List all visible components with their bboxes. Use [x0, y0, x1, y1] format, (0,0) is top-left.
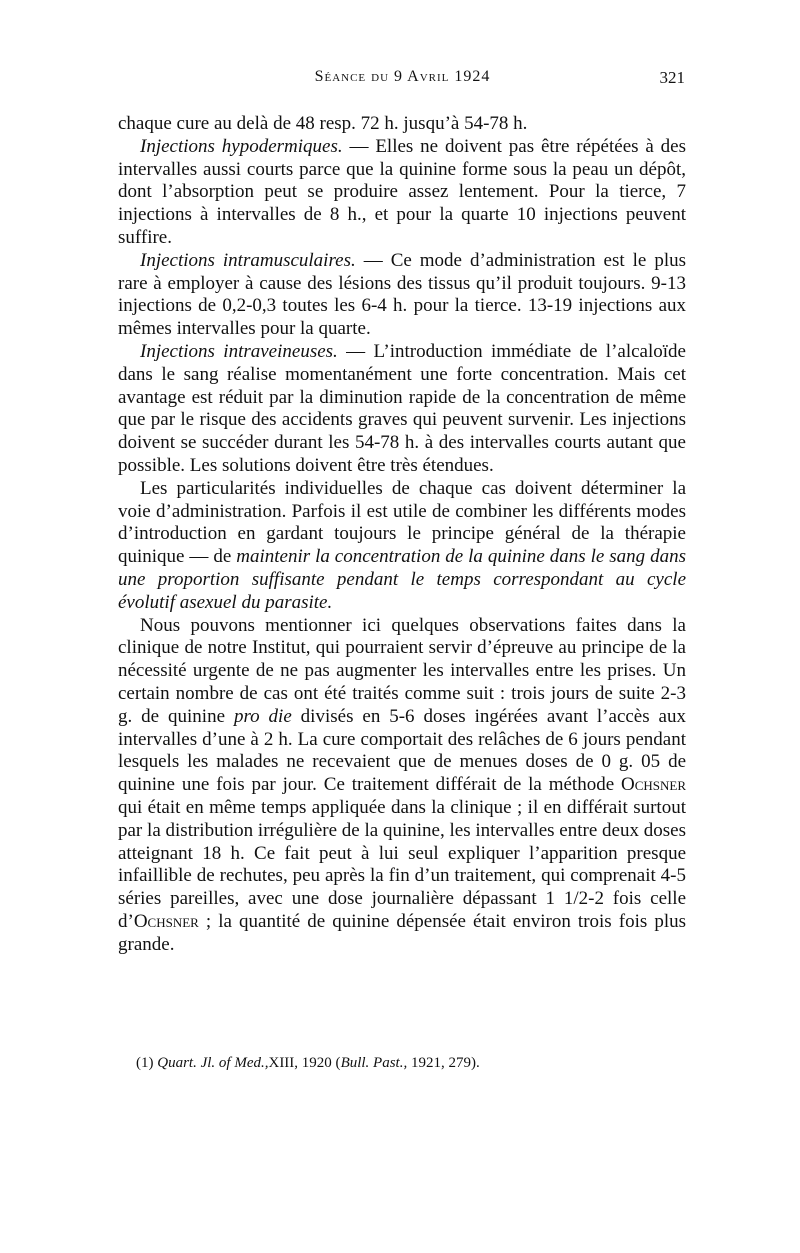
- author-name: Ochsner: [620, 774, 686, 796]
- paragraph-observations: [118, 615, 686, 957]
- paragraph-text: Nous pouvons mentionner ici quelques observations faites dans la clinique de notre Institut, qui pourraient servir d’épreuve au principe de la nécessité urgente de ne pas augmenter les intervalles entre les prises. Un certain nombre de cas ont été traités comme suit : trois jours de suite 2-3 g. de quinine: [118, 614, 686, 727]
- page-header: [120, 68, 685, 96]
- latin-phrase: pro die: [233, 705, 292, 727]
- paragraph-text: chaque cure au delà de 48 resp. 72 h. jusqu’à 54-78 h.: [118, 113, 528, 134]
- paragraph-text: — Ce mode d’administration est le plus rare à employer à cause des lésions des tissus qu’il produit toujours. 9-13 injections de 0,2-0,3 toutes les 6-4 h. pour la tierce. 13-19 injections aux mêmes intervalles pour la quarte.: [118, 249, 686, 340]
- footnote-bulletin: Bull. Past.,: [340, 1055, 408, 1071]
- section-heading: Injections intramusculaires.: [140, 249, 356, 271]
- paragraph-continuation: [118, 113, 686, 136]
- footnote: [136, 1053, 696, 1073]
- author-name: Ochsner: [133, 910, 199, 932]
- paragraph-text: — L’introduction immédiate de l’alcaloïde dans le sang réalise momentanément une forte concentration. Mais cet avantage est réduit par la diminution rapide de la concentration de même que par le risque des accidents graves qui peuvent survenir. Les injections doivent se succéder durant les 54-78 h. à des intervalles courts autant que possible. Les solutions doivent être très étendues.: [118, 340, 686, 476]
- footnote-journal: Quart. Jl. of Med.,: [157, 1055, 269, 1071]
- paragraph-text: divisés en 5-6 doses ingérées avant l’accès aux intervalles d’une à 2 h. La cure comportait des relâches de 6 jours pendant lesquels les malades ne recevaient que de menues doses de 0 g. 05 de quinine une fois par jour. Ce traitement différait de la méthode: [118, 705, 686, 796]
- paragraph-intravenous: [118, 341, 686, 478]
- paragraph-text: — Elles ne doivent pas être répétées à des intervalles aussi courts parce que la quinine forme sous la peau un dépôt, dont l’absorption peut se produire assez lentement. Pour la tierce, 7 injections à intervalles de 8 h., et pour la quarte 10 injections peuvent suffire.: [118, 135, 686, 248]
- paragraph-text: ; la quantité de quinine dépensée était environ trois fois plus grande.: [118, 910, 686, 955]
- paragraph-text: Les particularités individuelles de chaque cas doivent déterminer la voie d’administration. Parfois il est utile de combiner les différents modes d’introduction en gardant toujours le principe général de la thérapie quinique — de: [118, 477, 686, 568]
- running-title: Séance du 9 Avril 1924: [314, 68, 491, 85]
- footnote-marker: (1): [136, 1055, 154, 1071]
- emphasized-principle: maintenir la concentration de la quinine dans le sang dans une proportion suffisante pendant le temps correspondant au cycle évolutif asexuel du parasite.: [118, 546, 686, 613]
- section-heading: Injections intraveineuses.: [140, 340, 338, 362]
- page-number: 321: [659, 68, 685, 87]
- body-text: [118, 113, 686, 956]
- footnote-end: 1921, 279).: [407, 1055, 480, 1071]
- paragraph-hypodermic: [118, 136, 686, 250]
- paragraph-intramuscular: [118, 250, 686, 341]
- footnote-details: XIII, 1920 (: [268, 1055, 341, 1071]
- section-heading: Injections hypodermiques.: [140, 135, 343, 157]
- paragraph-text: qui était en même temps appliquée dans la clinique ; il en différait surtout par la distribution irrégulière de la quinine, les intervalles entre deux doses atteignant 18 h. Ce fait peut à lui seul expliquer l’apparition presque infaillible de rechutes, peu après la fin d’un traitement, qui comprenait 4-5 séries pareilles, avec une dose journalière dépassant 1 1/2-2 fois celle d’: [118, 796, 686, 932]
- paragraph-particularities: [118, 478, 686, 615]
